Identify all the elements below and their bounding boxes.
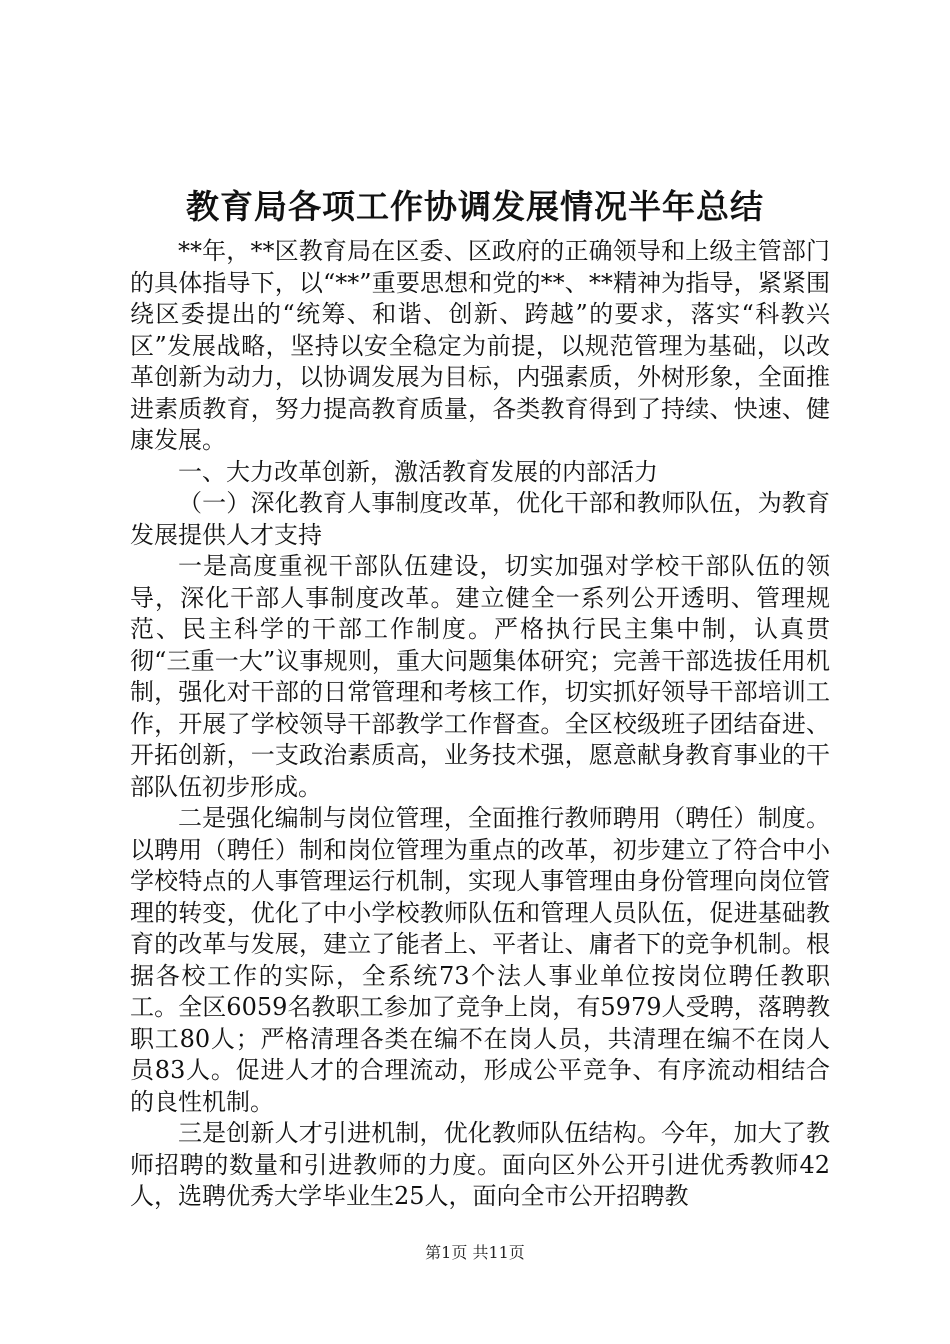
paragraph-staffing-management: 二是强化编制与岗位管理，全面推行教师聘用（聘任）制度。以聘用（聘任）制和岗位管理为重点的改革，初步建立了符合中小学校特点的人事管理运行机制，实现人事管理由身份管理向岗位管理的转变，优化了中小学校教师队伍和管理人员队伍，促进基础教育的改革与发展，建立了能者上、平者让、庸者下的竞争机制。根据各校工作的实际，全系统73个法人事业单位按岗位聘任教职工。全区6059名教职工参加了竞争上岗，有5979人受聘，落聘教职工80人；严格清理各类在编不在岗人员，共清理在编不在岗人员83人。促进人才的合理流动，形成公平竞争、有序流动相结合的良性机制。 (130, 804, 830, 1116)
paragraph-intro: **年，**区教育局在区委、区政府的正确领导和上级主管部门的具体指导下，以“**”重要思想和党的**、**精神为指导，紧紧围绕区委提出的“统筹、和谐、创新、跨越”的要求，落实“科教兴区”发展战略，坚持以安全稳定为前提，以规范管理为基础，以改革创新为动力，以协调发展为目标，内强素质，外树形象，全面推进素质教育，努力提高教育质量，各类教育得到了持续、快速、健康发展。 (130, 237, 830, 454)
subsection-heading-1: （一）深化教育人事制度改革，优化干部和教师队伍，为教育发展提供人才支持 (130, 489, 830, 549)
section-heading-1: 一、大力改革创新，激活教育发展的内部活力 (178, 457, 658, 486)
paragraph-cadre-building: 一是高度重视干部队伍建设，切实加强对学校干部队伍的领导，深化干部人事制度改革。建立健全一系列公开透明、管理规范、民主科学的干部工作制度。严格执行民主集中制，认真贯彻“三重一大”议事规则，重大问题集体研究；完善干部选拔任用机制，强化对干部的日常管理和考核工作，切实抓好领导干部培训工作，开展了学校领导干部教学工作督查。全区校级班子团结奋进、开拓创新，一支政治素质高，业务技术强，愿意献身教育事业的干部队伍初步形成。 (130, 552, 830, 801)
document-title: 教育局各项工作协调发展情况半年总结 (186, 187, 764, 226)
paragraph-talent-recruitment: 三是创新人才引进机制，优化教师队伍结构。今年，加大了教师招聘的数量和引进教师的力度。面向区外公开引进优秀教师42人，选聘优秀大学毕业生25人，面向全市公开招聘教 (130, 1119, 830, 1210)
page-number-footer: 第1页 共11页 (425, 1243, 525, 1262)
document-body (130, 236, 830, 1213)
